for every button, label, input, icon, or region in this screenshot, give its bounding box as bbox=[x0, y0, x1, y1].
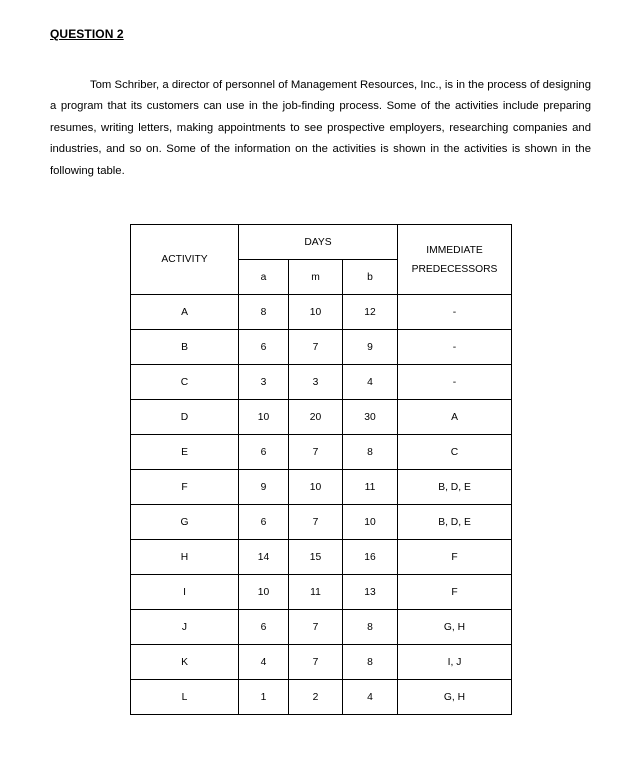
m-time-cell: 7 bbox=[289, 610, 343, 645]
activity-cell: D bbox=[131, 400, 239, 435]
activity-cell: A bbox=[131, 295, 239, 330]
table-row bbox=[131, 505, 512, 540]
table-row bbox=[131, 680, 512, 715]
predecessors-cell: I, J bbox=[398, 645, 512, 680]
b-time-cell: 8 bbox=[343, 645, 398, 680]
activity-column-header: ACTIVITY bbox=[131, 225, 239, 295]
predecessors-cell: G, H bbox=[398, 680, 512, 715]
b-column-header: b bbox=[343, 260, 398, 295]
m-time-cell: 20 bbox=[289, 400, 343, 435]
table-row bbox=[131, 330, 512, 365]
table-header-row bbox=[131, 225, 512, 260]
activity-cell: B bbox=[131, 330, 239, 365]
a-time-cell: 4 bbox=[239, 645, 289, 680]
table-row bbox=[131, 400, 512, 435]
a-time-cell: 6 bbox=[239, 610, 289, 645]
activity-cell: C bbox=[131, 365, 239, 400]
activity-cell: E bbox=[131, 435, 239, 470]
a-time-cell: 10 bbox=[239, 400, 289, 435]
b-time-cell: 8 bbox=[343, 435, 398, 470]
predecessors-cell: G, H bbox=[398, 610, 512, 645]
predecessors-cell: - bbox=[398, 330, 512, 365]
m-time-cell: 2 bbox=[289, 680, 343, 715]
table-row bbox=[131, 470, 512, 505]
question-heading: QUESTION 2 bbox=[50, 27, 124, 41]
a-time-cell: 8 bbox=[239, 295, 289, 330]
predecessors-cell: B, D, E bbox=[398, 470, 512, 505]
activity-cell: F bbox=[131, 470, 239, 505]
table-row bbox=[131, 540, 512, 575]
activity-cell: G bbox=[131, 505, 239, 540]
a-time-cell: 9 bbox=[239, 470, 289, 505]
m-time-cell: 7 bbox=[289, 645, 343, 680]
b-time-cell: 4 bbox=[343, 365, 398, 400]
predecessors-cell: - bbox=[398, 295, 512, 330]
b-time-cell: 16 bbox=[343, 540, 398, 575]
activity-cell: L bbox=[131, 680, 239, 715]
table-row bbox=[131, 295, 512, 330]
b-time-cell: 11 bbox=[343, 470, 398, 505]
m-time-cell: 7 bbox=[289, 330, 343, 365]
days-column-header: DAYS bbox=[239, 225, 398, 260]
b-time-cell: 4 bbox=[343, 680, 398, 715]
b-time-cell: 10 bbox=[343, 505, 398, 540]
a-time-cell: 6 bbox=[239, 435, 289, 470]
b-time-cell: 8 bbox=[343, 610, 398, 645]
m-time-cell: 11 bbox=[289, 575, 343, 610]
activity-table bbox=[130, 224, 512, 715]
a-time-cell: 14 bbox=[239, 540, 289, 575]
m-time-cell: 7 bbox=[289, 505, 343, 540]
predecessors-header-line1: IMMEDIATE bbox=[426, 244, 483, 256]
table-row bbox=[131, 435, 512, 470]
b-time-cell: 30 bbox=[343, 400, 398, 435]
predecessors-cell: F bbox=[398, 540, 512, 575]
b-time-cell: 13 bbox=[343, 575, 398, 610]
table-row bbox=[131, 365, 512, 400]
table-row bbox=[131, 610, 512, 645]
a-time-cell: 6 bbox=[239, 505, 289, 540]
m-time-cell: 10 bbox=[289, 470, 343, 505]
predecessors-column-header bbox=[398, 225, 512, 295]
activity-cell: I bbox=[131, 575, 239, 610]
predecessors-cell: A bbox=[398, 400, 512, 435]
m-time-cell: 3 bbox=[289, 365, 343, 400]
m-column-header: m bbox=[289, 260, 343, 295]
a-time-cell: 6 bbox=[239, 330, 289, 365]
activity-cell: J bbox=[131, 610, 239, 645]
predecessors-cell: C bbox=[398, 435, 512, 470]
m-time-cell: 15 bbox=[289, 540, 343, 575]
a-time-cell: 3 bbox=[239, 365, 289, 400]
m-time-cell: 10 bbox=[289, 295, 343, 330]
table-row bbox=[131, 645, 512, 680]
a-column-header: a bbox=[239, 260, 289, 295]
b-time-cell: 12 bbox=[343, 295, 398, 330]
predecessors-cell: - bbox=[398, 365, 512, 400]
predecessors-cell: F bbox=[398, 575, 512, 610]
m-time-cell: 7 bbox=[289, 435, 343, 470]
predecessors-cell: B, D, E bbox=[398, 505, 512, 540]
question-paragraph: Tom Schriber, a director of personnel of Management Resources, Inc., is in the process of designing a program that its customers can use in the job-finding process. Some of the activities include preparing resumes, writing letters, making appointments to see prospective employers, researching companies and industries, and so on. Some of the information on the activities is shown in the activities is shown in the following table. bbox=[50, 79, 591, 177]
activity-cell: K bbox=[131, 645, 239, 680]
table-row bbox=[131, 575, 512, 610]
predecessors-header-line2: PREDECESSORS bbox=[411, 263, 498, 275]
a-time-cell: 1 bbox=[239, 680, 289, 715]
a-time-cell: 10 bbox=[239, 575, 289, 610]
b-time-cell: 9 bbox=[343, 330, 398, 365]
activity-cell: H bbox=[131, 540, 239, 575]
